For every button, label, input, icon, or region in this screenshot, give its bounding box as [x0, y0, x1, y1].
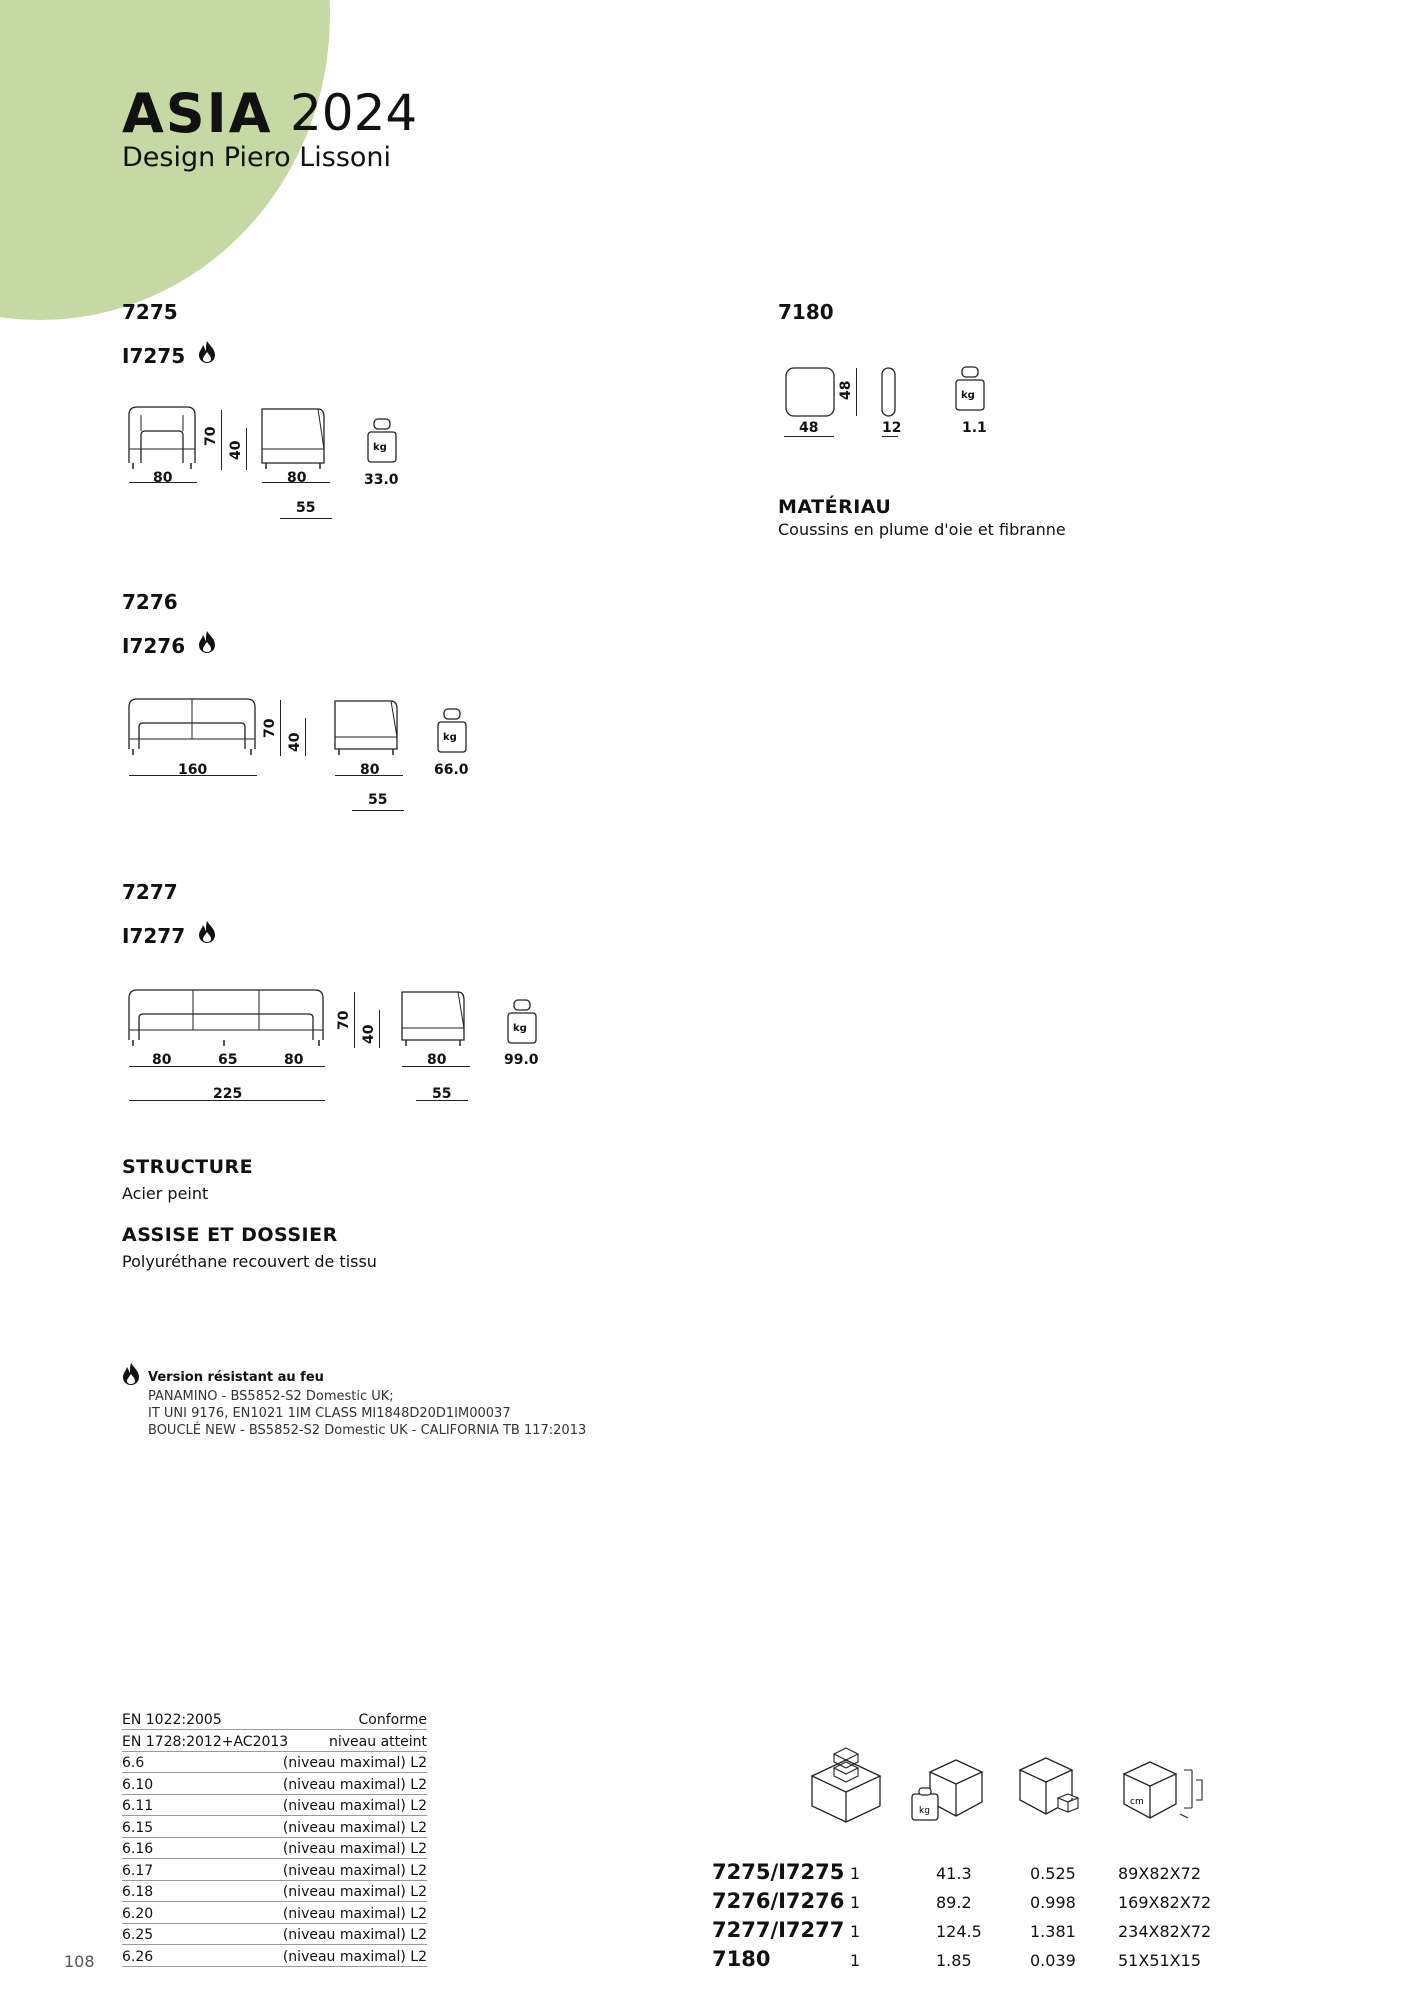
product-code: 7275	[122, 300, 178, 324]
cushion-height-dim: 48	[838, 380, 854, 400]
dimension-line	[882, 436, 898, 437]
pack-quantity: 1	[850, 1922, 861, 1941]
norm-leader-line	[122, 1815, 427, 1816]
dimension-line	[352, 810, 404, 811]
dimension-line	[221, 410, 222, 470]
product-code: 7277	[122, 880, 178, 904]
cushion-thickness-dim: 12	[882, 420, 902, 436]
fire-code: I7277	[122, 924, 186, 948]
package-weight-icon	[906, 1754, 988, 1824]
pack-code: 7276/I7276	[712, 1889, 845, 1913]
norm-key: 6.10	[122, 1776, 154, 1793]
norm-key: EN 1022:2005	[122, 1712, 222, 1728]
cushion-weight: 1.1	[962, 420, 987, 436]
pack-quantity: 1	[850, 1893, 861, 1912]
pack-code: 7275/I7275	[712, 1860, 845, 1884]
fire-code: I7275	[122, 344, 186, 368]
norm-value: Conforme	[358, 1712, 427, 1728]
pack-quantity: 1	[850, 1864, 861, 1883]
norm-row	[122, 1734, 427, 1754]
norm-value: niveau atteint	[329, 1733, 427, 1750]
norm-value: (niveau maximal) L2	[282, 1884, 427, 1900]
seat-height-dim: 40	[361, 1024, 377, 1044]
pack-volume: 0.039	[1030, 1951, 1076, 1970]
norm-value: (niveau maximal) L2	[282, 1755, 427, 1771]
norm-key: 6.11	[122, 1798, 154, 1814]
norm-key: 6.15	[122, 1819, 154, 1836]
sofa3-side-drawing	[398, 988, 473, 1053]
cushion-width-dim: 48	[799, 420, 819, 436]
fire-note-line: PANAMINO - BS5852-S2 Domestic UK;	[148, 1389, 394, 1404]
sofa2-side-drawing	[331, 697, 406, 762]
structure-heading: STRUCTURE	[122, 1156, 254, 1178]
fire-code: I7276	[122, 634, 186, 658]
weight-value: 99.0	[504, 1052, 539, 1068]
norm-value: (niveau maximal) L2	[282, 1819, 427, 1836]
norm-value: (niveau maximal) L2	[282, 1862, 427, 1879]
depth-dim: 55	[296, 500, 316, 516]
fire-note-line: BOUCLÉ NEW - BS5852-S2 Domestic UK - CALIFORNIA TB 117:2013	[148, 1423, 587, 1438]
pack-code: 7180	[712, 1947, 771, 1971]
depth-dim: 55	[368, 792, 388, 808]
pack-volume: 1.381	[1030, 1922, 1076, 1941]
product-code: 7276	[122, 590, 178, 614]
dimension-line	[354, 992, 355, 1048]
assise-heading: ASSISE ET DOSSIER	[122, 1224, 338, 1246]
norm-leader-line	[122, 1966, 427, 1967]
pack-quantity: 1	[850, 1951, 861, 1970]
norm-key: 6.18	[122, 1884, 154, 1900]
norm-leader-line	[122, 1729, 427, 1730]
norm-leader-line	[122, 1751, 427, 1752]
cushion-code: 7180	[778, 300, 834, 324]
armchair-side-drawing	[258, 405, 333, 470]
total-dim: 225	[213, 1086, 243, 1102]
norm-leader-line	[122, 1837, 427, 1838]
armchair-front-drawing	[125, 405, 200, 470]
width-dim: 160	[178, 762, 208, 778]
dimension-line	[280, 700, 281, 756]
dimension-line	[379, 1010, 380, 1048]
norm-row	[122, 1820, 427, 1840]
pack-weight: 1.85	[936, 1951, 972, 1970]
norm-row	[122, 1777, 427, 1797]
weight-value: 33.0	[364, 472, 399, 488]
depth-dim: 55	[432, 1086, 452, 1102]
materiau-text: Coussins en plume d'oie et fibranne	[778, 520, 1066, 539]
package-dimensions-icon	[1118, 1754, 1208, 1824]
weight-value: 66.0	[434, 762, 469, 778]
norm-leader-line	[122, 1772, 427, 1773]
assise-text: Polyuréthane recouvert de tissu	[122, 1252, 377, 1271]
norm-row	[122, 1863, 427, 1883]
kg-label: kg	[443, 732, 457, 743]
seg2-dim: 65	[218, 1052, 238, 1068]
structure-text: Acier peint	[122, 1184, 209, 1203]
pack-weight: 124.5	[936, 1922, 982, 1941]
pack-dimensions: 89X82X72	[1118, 1864, 1201, 1883]
norm-row	[122, 1949, 427, 1969]
dimension-line	[856, 368, 857, 416]
flame-icon	[196, 630, 218, 654]
norm-key: 6.17	[122, 1862, 154, 1879]
cm-label: cm	[1130, 1797, 1144, 1807]
norm-row	[122, 1798, 427, 1818]
norm-leader-line	[122, 1794, 427, 1795]
designer-label: Design Piero Lissoni	[122, 142, 392, 173]
norm-key: 6.20	[122, 1905, 154, 1922]
norm-key: EN 1728:2012+AC2013	[122, 1733, 289, 1750]
norm-leader-line	[122, 1944, 427, 1945]
norm-value: (niveau maximal) L2	[282, 1841, 427, 1857]
pack-weight: 89.2	[936, 1893, 972, 1912]
dimension-line	[246, 428, 247, 470]
height-dim: 70	[203, 426, 219, 446]
norm-value: (niveau maximal) L2	[282, 1927, 427, 1943]
norm-value: (niveau maximal) L2	[282, 1905, 427, 1922]
width-dim: 80	[153, 470, 173, 486]
sofa2-front-drawing	[125, 697, 260, 762]
materiau-heading: MATÉRIAU	[778, 496, 892, 518]
pack-volume: 0.998	[1030, 1893, 1076, 1912]
pack-dimensions: 234X82X72	[1118, 1922, 1212, 1941]
pack-dimensions: 169X82X72	[1118, 1893, 1212, 1912]
norm-leader-line	[122, 1923, 427, 1924]
norm-leader-line	[122, 1858, 427, 1859]
norm-key: 6.25	[122, 1927, 154, 1943]
cushion-side-drawing	[880, 366, 898, 420]
dimension-line	[305, 718, 306, 756]
norm-row	[122, 1841, 427, 1861]
seg1-dim: 80	[152, 1052, 172, 1068]
norm-leader-line	[122, 1901, 427, 1902]
kg-label: kg	[961, 390, 975, 401]
side-width-dim: 80	[427, 1052, 447, 1068]
norm-row	[122, 1906, 427, 1926]
seg3-dim: 80	[284, 1052, 304, 1068]
norm-value: (niveau maximal) L2	[282, 1798, 427, 1814]
norm-key: 6.26	[122, 1948, 154, 1965]
norm-leader-line	[122, 1880, 427, 1881]
page-number: 108	[64, 1952, 95, 1971]
height-dim: 70	[262, 718, 278, 738]
height-dim: 70	[336, 1010, 352, 1030]
pack-weight: 41.3	[936, 1864, 972, 1883]
pack-code: 7277/I7277	[712, 1918, 845, 1942]
package-volume-icon	[1016, 1754, 1084, 1824]
norm-row	[122, 1927, 427, 1947]
cushion-front-drawing	[784, 366, 838, 420]
norm-key: 6.6	[122, 1755, 145, 1771]
norm-value: (niveau maximal) L2	[282, 1948, 427, 1965]
side-width-dim: 80	[360, 762, 380, 778]
kg-label: kg	[513, 1023, 527, 1034]
norm-row	[122, 1884, 427, 1904]
dimension-line	[784, 436, 834, 437]
seat-height-dim: 40	[228, 440, 244, 460]
sofa3-front-drawing	[125, 988, 330, 1053]
kg-label: kg	[373, 442, 387, 453]
norm-row	[122, 1712, 427, 1732]
fire-note-title: Version résistant au feu	[148, 1370, 324, 1385]
product-name: ASIA	[122, 82, 273, 145]
fire-note-line: IT UNI 9176, EN1021 1IM CLASS MI1848D20D1IM00037	[148, 1406, 511, 1421]
norm-row	[122, 1755, 427, 1775]
pack-volume: 0.525	[1030, 1864, 1076, 1883]
seat-height-dim: 40	[287, 732, 303, 752]
norm-key: 6.16	[122, 1841, 154, 1857]
kg-label: kg	[919, 1806, 930, 1816]
product-year: 2024	[290, 84, 418, 142]
side-width-dim: 80	[287, 470, 307, 486]
dimension-line	[280, 518, 332, 519]
flame-icon	[196, 340, 218, 364]
package-quantity-icon	[806, 1746, 886, 1824]
norm-value: (niveau maximal) L2	[282, 1776, 427, 1793]
flame-icon	[120, 1362, 142, 1386]
flame-icon	[196, 920, 218, 944]
pack-dimensions: 51X51X15	[1118, 1951, 1201, 1970]
